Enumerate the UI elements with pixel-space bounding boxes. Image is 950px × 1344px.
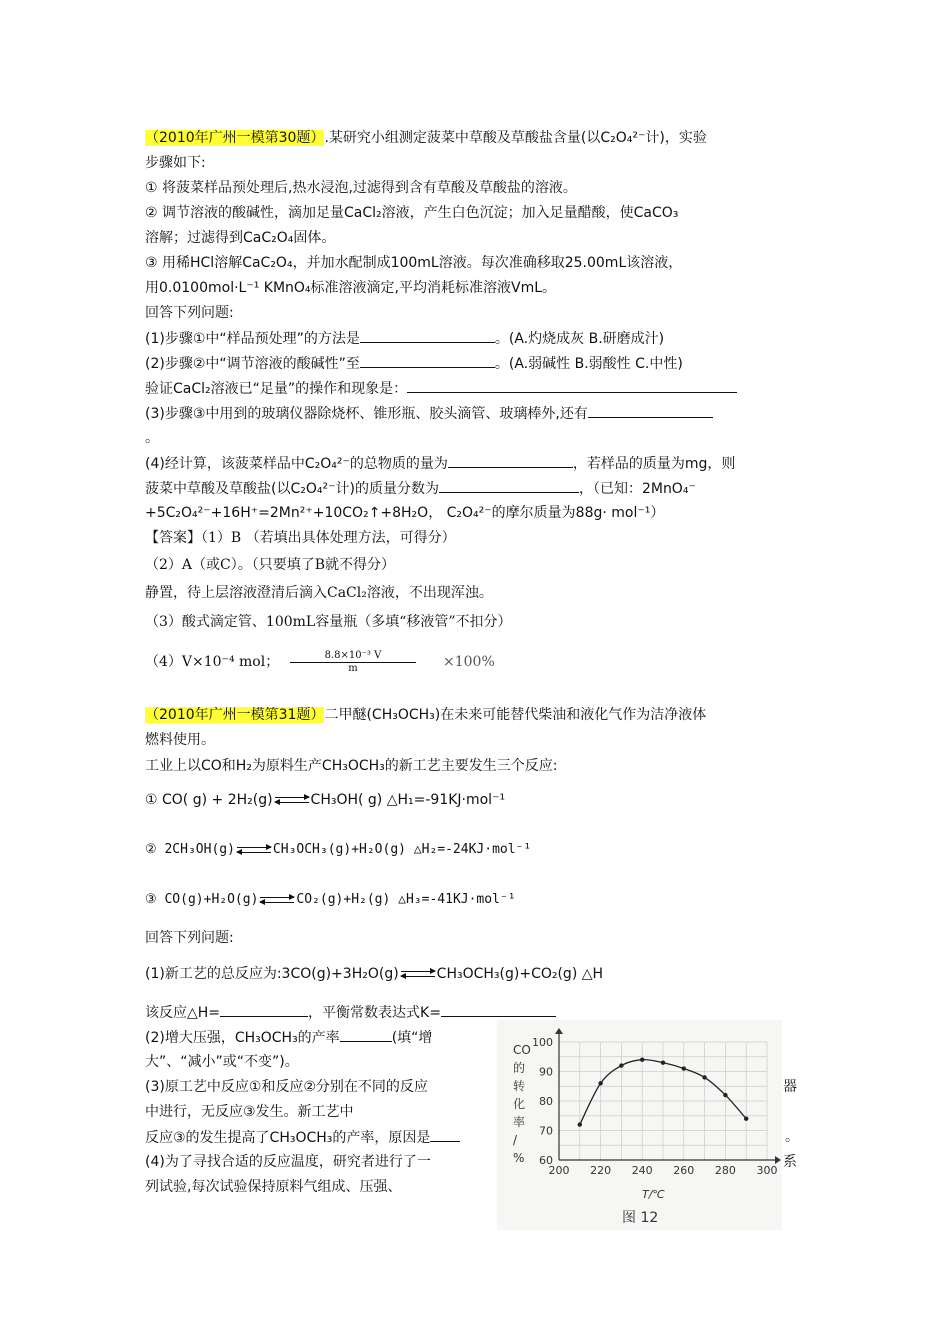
q30-q4-text: (4)经计算，该菠菜样品中C₂O₄²⁻的总物质的量为 (145, 456, 448, 472)
data-point (702, 1075, 706, 1079)
q30-step2a: ② 调节溶液的酸碱性，滴加足量CaCl₂溶液，产生白色沉淀；加入足量醋酸，使CaCO₃ (145, 205, 679, 221)
q30-answer2: （2）A（或C）。（只要填了B就不得分） (145, 557, 396, 573)
q31-reaction1 (145, 790, 505, 810)
q31-line1 (145, 705, 706, 725)
data-point (723, 1093, 727, 1097)
q30-q2c-blank[interactable] (407, 378, 737, 393)
q30-tag: （2010年广州一模第30题） (145, 130, 325, 146)
q30-line1 (145, 128, 707, 148)
r3-left: ③ CO(g)+H₂O(g) (145, 892, 259, 907)
x-tick-label: 220 (590, 1164, 612, 1177)
q31-tag: （2010年广州一模第31题） (145, 707, 325, 723)
q31-q3-blank[interactable] (430, 1127, 460, 1142)
q30-ask: 回答下列问题: (145, 305, 234, 321)
q30-answer3: 静置，待上层溶液澄清后滴入CaCl₂溶液，不出现浑浊。 (145, 585, 493, 601)
q31-q1-left: (1)新工艺的总反应为:3CO(g)+3H₂O(g) (145, 966, 399, 982)
q30-step3a: ③ 用稀HCl溶解CaC₂O₄，并加水配制成100mL溶液。每次准确移取25.00mL该溶液， (145, 255, 683, 271)
q31-q2-text: (2)增大压强，CH₃OCH₃的产率 (145, 1030, 340, 1046)
y-tick-label: 90 (539, 1065, 553, 1079)
q30-q2 (145, 353, 683, 374)
equilibrium-arrow-icon (237, 844, 271, 856)
q31-q2-blank[interactable] (340, 1027, 392, 1042)
x-tick-label: 200 (548, 1164, 570, 1177)
q30-q1 (145, 328, 664, 349)
q31-ask: 回答下列问题: (145, 930, 234, 946)
q31-q4a: (4)为了寻找合适的反应温度，研究者进行了一 (145, 1154, 431, 1170)
data-point (640, 1058, 644, 1062)
q30-step2b: 溶解；过滤得到CaC₂O₄固体。 (145, 230, 336, 246)
q30-q2-blank[interactable] (360, 353, 495, 368)
data-point (598, 1081, 602, 1085)
q31-q1c (145, 1002, 556, 1023)
q31-reaction3 (145, 890, 516, 910)
q31-q3c-text: 反应③的发生提高了CH₃OCH₃的产率，原因是 (145, 1130, 431, 1146)
data-point (744, 1117, 748, 1121)
q30-answer4: （3）酸式滴定管、100mL容量瓶（多填“移液管”不扣分） (145, 614, 512, 630)
q31-k-blank[interactable] (441, 1002, 556, 1017)
r1-left: ① CO( g) + 2H₂(g) (145, 792, 273, 808)
q30-intro: .某研究小组测定菠菜中草酸及草酸盐含量(以C₂O₄²⁻计)，实验 (324, 130, 707, 146)
fraction-denominator: m (348, 663, 358, 674)
q30-q4-blank1[interactable] (448, 453, 573, 468)
q30-q4-text2: ，若样品的质量为mg，则 (572, 456, 736, 472)
q31-reaction2 (145, 840, 531, 860)
r3-right: CO₂(g)+H₂(g) △H₃=-41KJ·mol⁻¹ (296, 892, 516, 907)
equilibrium-arrow-icon (275, 794, 309, 806)
data-point (682, 1066, 686, 1070)
q30-q4-blank2[interactable] (439, 478, 579, 493)
r2-left: ② 2CH₃OH(g) (145, 842, 235, 857)
q31-dh-blank[interactable] (220, 1002, 308, 1017)
q31-q3b: 中进行，无反应③发生。新工艺中 (145, 1104, 354, 1120)
q31-q4b: 列试验,每次试验保持原料气组成、压强、 (145, 1179, 402, 1195)
answer-fraction (290, 650, 416, 674)
q31-q1c-text: 该反应△H= (145, 1005, 221, 1021)
q31-q1 (145, 964, 603, 984)
x-axis-label: T/℃ (642, 1188, 665, 1201)
q31-line: 工业上以CO和H₂为原料生产CH₃OCH₃的新工艺主要发生三个反应: (145, 758, 558, 774)
y-tick-label: 60 (539, 1154, 553, 1167)
q31-q1-right: CH₃OCH₃(g)+CO₂(g) △H (436, 966, 604, 982)
y-axis-arrow-icon (555, 1028, 563, 1034)
data-point (619, 1063, 623, 1067)
q30-q4c (145, 478, 696, 499)
q30-step3b: 用0.0100mol·L⁻¹ KMnO₄标准溶液滴定,平均消耗标准溶液VmL。 (145, 280, 557, 296)
q30-answer1: 【答案】（1）B （若填出具体处理方法，可得分） (145, 530, 456, 546)
q31-q3c-tail: 。 (785, 1129, 799, 1145)
q30-q2-text: (2)步骤②中“调节溶液的酸碱性”至 (145, 356, 360, 372)
q30-q3 (145, 403, 713, 424)
y-axis-label: CO 的转化率/ % (513, 1043, 531, 1165)
q31-intro2: 燃料使用。 (145, 732, 215, 748)
q30-intro2: 步骤如下: (145, 155, 206, 171)
q30-q4d-text: ，（已知：2MnO₄⁻ (578, 481, 696, 497)
q30-q1-text: (1)步骤①中“样品预处理”的方法是 (145, 331, 360, 347)
q31-intro: 二甲醚(CH₃OCH₃)在未来可能替代柴油和液化气作为洁净液体 (324, 707, 707, 723)
x-axis-arrow-icon (775, 1156, 781, 1164)
q30-q3-blank[interactable] (588, 403, 713, 418)
q30-q2c-text: 验证CaCl₂溶液已“足量”的操作和现象是： (145, 381, 408, 397)
answer-percent: ×100% (443, 654, 495, 670)
q31-q2c: 大”、“减小”或“不变”)。 (145, 1054, 299, 1070)
q30-q1-options: 。(A.灼烧成灰 B.研磨成汁) (494, 331, 665, 347)
q30-q4e: +5C₂O₄²⁻+16H⁺=2Mn²⁺+10CO₂↑+8H₂O， C₂O₄²⁻的摩尔质量为88g· mol⁻¹） (145, 505, 665, 521)
q30-step1: ① 将菠菜样品预处理后,热水浸泡,过滤得到含有草酸及草酸盐的溶液。 (145, 180, 577, 196)
q30-q4 (145, 453, 735, 474)
r2-right: CH₃OCH₃(g)+H₂O(g) △H₂=-24KJ·mol⁻¹ (272, 842, 532, 857)
co-conversion-chart (497, 1020, 782, 1230)
q31-q2 (145, 1027, 432, 1048)
data-point (578, 1122, 582, 1126)
x-tick-label: 280 (714, 1164, 736, 1177)
q30-q4c-text: 菠菜中草酸及草酸盐(以C₂O₄²⁻计)的质量分数为 (145, 481, 439, 497)
equilibrium-arrow-icon (260, 894, 294, 906)
q30-q3-text: (3)步骤③中用到的玻璃仪器除烧杯、锥形瓶、胶头滴管、玻璃棒外,还有 (145, 406, 588, 422)
q30-q1-blank[interactable] (360, 328, 495, 343)
equilibrium-arrow-icon (401, 968, 435, 980)
q30-answer5: （4）V×10⁻⁴ mol； (145, 654, 280, 670)
q30-q3b: 。 (145, 430, 159, 446)
y-tick-label: 100 (532, 1036, 553, 1049)
r1-right: CH₃OH( g) △H₁=-91KJ·mol⁻¹ (310, 792, 506, 808)
x-tick-label: 240 (631, 1164, 653, 1177)
q31-q3c (145, 1127, 460, 1148)
data-point (661, 1060, 665, 1064)
chart-svg (497, 1020, 782, 1230)
q31-q4a-tail: 系 (783, 1154, 797, 1170)
q30-q2c (145, 378, 737, 399)
q31-q3a-tail: 器 (783, 1079, 797, 1095)
chart-caption: 图 12 (622, 1210, 659, 1226)
q31-q2-hint: (填“增 (391, 1030, 433, 1046)
q31-q1d-text: ，平衡常数表达式K= (308, 1005, 441, 1021)
x-tick-label: 260 (673, 1164, 695, 1177)
q30-q2-options: 。(A.弱碱性 B.弱酸性 C.中性) (494, 356, 683, 372)
y-tick-label: 80 (539, 1095, 553, 1108)
x-tick-label: 300 (756, 1164, 778, 1177)
y-tick-label: 70 (539, 1124, 553, 1138)
fraction-numerator: 8.8×10⁻³ V (290, 650, 416, 663)
q31-q3a: (3)原工艺中反应①和反应②分别在不同的反应 (145, 1079, 428, 1095)
